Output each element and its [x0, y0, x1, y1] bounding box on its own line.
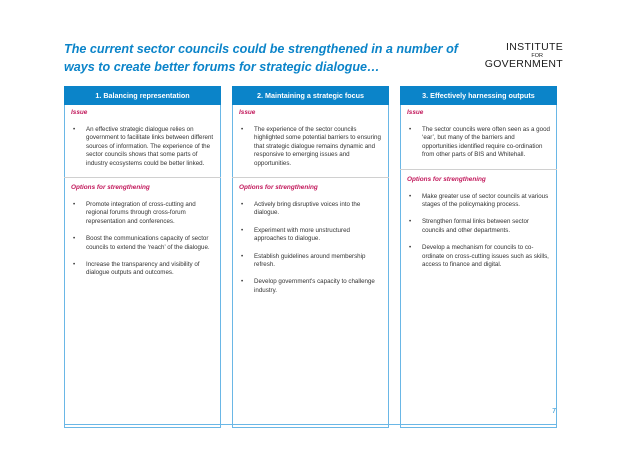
list-item: • Develop a mechanism for councils to co-ordinate on cross-cutting issues such as skills, access to finance and digital.	[409, 244, 549, 269]
issue-label: Issue	[71, 109, 88, 116]
page-number: 7	[552, 408, 556, 415]
issue-section	[233, 109, 388, 168]
list-item: • Experiment with more unstructured approaches to dialogue.	[241, 226, 350, 243]
list-item: • Strengthen formal links between sector councils and other departments.	[409, 218, 529, 234]
list-item: • Establish guidelines around membership refresh.	[241, 252, 366, 269]
column-header: 1. Balancing representation	[64, 86, 221, 105]
list-item: • Increase the transparency and visibility of dialogue outputs and outcomes.	[73, 261, 200, 277]
options-list	[407, 193, 550, 270]
column-balancing-representation	[64, 86, 221, 428]
column-maintaining-strategic-focus	[232, 86, 389, 428]
bullet-icon: •	[241, 226, 244, 234]
bullet-icon: •	[73, 261, 76, 269]
issue-section	[401, 109, 556, 160]
list-item: • Develop government's capacity to challenge industry.	[241, 278, 375, 294]
logo-line1: INSTITUTE	[506, 41, 563, 53]
logo-line3: GOVERNMENT	[484, 58, 563, 70]
bullet-icon: •	[241, 126, 244, 133]
issue-section	[65, 109, 220, 168]
issue-list	[71, 126, 214, 168]
divider	[400, 169, 557, 170]
list-item: • Promote integration of cross-cutting and regional forums through cross-forum representation and conferences.	[73, 201, 196, 225]
issue-label: Issue	[239, 109, 256, 116]
options-section	[401, 176, 556, 270]
options-label: Options for strengthening	[71, 184, 150, 192]
bullet-icon: •	[73, 235, 76, 243]
bullet-icon: •	[241, 278, 244, 286]
column-harnessing-outputs	[400, 86, 557, 428]
divider	[232, 177, 389, 178]
column-header: 3. Effectively harnessing outputs	[400, 86, 557, 105]
options-label: Options for strengthening	[407, 175, 486, 183]
column-header: 2. Maintaining a strategic focus	[232, 86, 389, 105]
options-label: Options for strengthening	[239, 184, 318, 192]
options-list	[71, 201, 214, 278]
bullet-icon: •	[409, 218, 412, 226]
options-section	[65, 184, 220, 278]
columns-container	[64, 86, 557, 428]
footer-rule	[64, 424, 557, 425]
bullet-icon: •	[73, 126, 76, 133]
page-title-line1: The current sector councils could be strengthened in a number of	[64, 42, 458, 56]
divider	[64, 177, 221, 178]
issue-list	[239, 126, 382, 168]
list-item: • An effective strategic dialogue relies on government to facilitate links between different sources of information. The experience of the sector councils shows that some parts of industry ecosystems could be better linked.	[73, 126, 214, 167]
bullet-icon: •	[241, 201, 244, 209]
page-title-line2: ways to create better forums for strategic dialogue…	[64, 60, 380, 74]
bullet-icon: •	[73, 201, 76, 209]
list-item: • Boost the communications capacity of sector councils to extend the ‘reach’ of the dialogue.	[73, 235, 210, 251]
issue-list	[407, 126, 550, 160]
issue-label: Issue	[407, 109, 424, 116]
logo-line2: FOR	[531, 52, 543, 59]
bullet-icon: •	[241, 252, 244, 260]
options-section	[233, 184, 388, 295]
options-list	[239, 201, 382, 295]
institute-for-government-logo	[473, 42, 563, 70]
list-item: • Actively bring disruptive voices into the dialogue.	[241, 201, 361, 217]
list-item: • Make greater use of sector councils at various stages of the policymaking process.	[409, 192, 549, 209]
bullet-icon: •	[409, 192, 412, 200]
bullet-icon: •	[409, 244, 412, 252]
page-title	[64, 40, 464, 76]
list-item: • The sector councils were often seen as a good ‘ear’, but many of the barriers and opportunities identified require co-ordination from other parts of BIS and Whitehall.	[409, 126, 550, 159]
list-item: • The experience of the sector councils highlighted some potential barriers to ensuring that strategic dialogue remains dynamic and responsive to emerging issues and opportunities.	[241, 126, 381, 167]
bullet-icon: •	[409, 126, 412, 133]
